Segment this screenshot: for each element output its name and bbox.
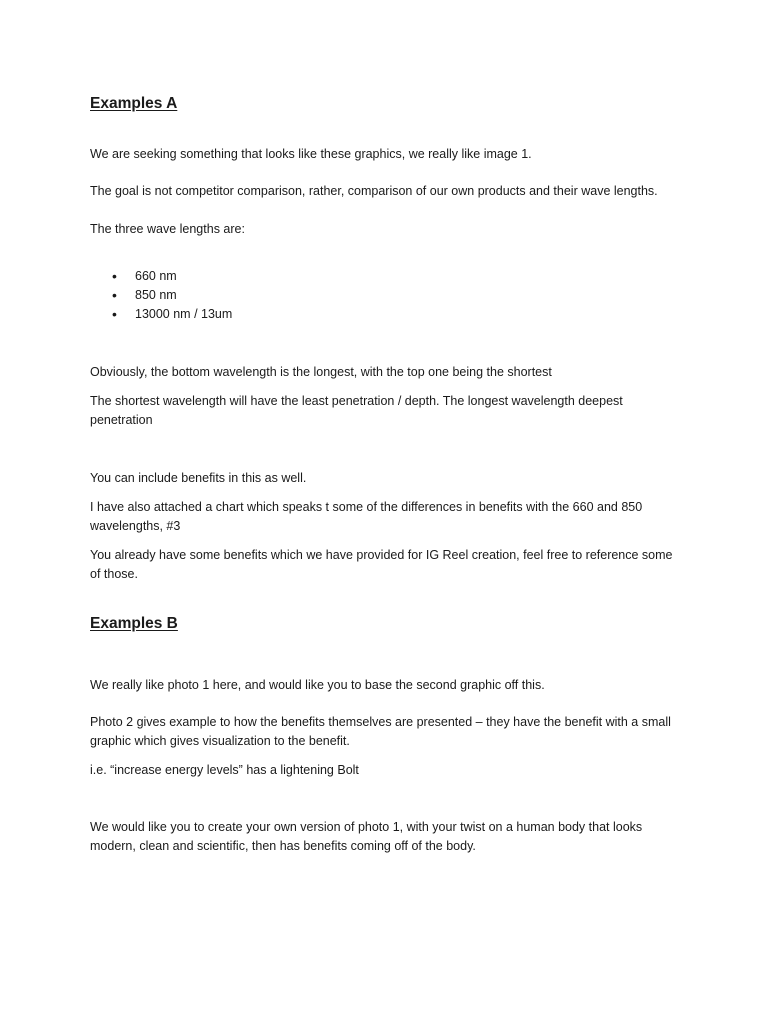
- section-b-paragraph-1: We really like photo 1 here, and would like you to base the second graphic off this.: [90, 678, 545, 692]
- section-a-paragraph-4: Obviously, the bottom wavelength is the longest, with the top one being the shortest: [90, 365, 552, 379]
- bullet-icon: •: [112, 306, 117, 322]
- section-b-paragraph-3: i.e. “increase energy levels” has a lightening Bolt: [90, 763, 359, 777]
- section-b-heading: Examples B: [90, 615, 178, 632]
- section-a-paragraph-6: You can include benefits in this as well.: [90, 471, 307, 485]
- list-item-text: 850 nm: [135, 288, 177, 302]
- list-item: [90, 267, 232, 286]
- section-a-paragraph-1: We are seeking something that looks like these graphics, we really like image 1.: [90, 147, 532, 161]
- section-b-paragraph-4: We would like you to create your own version of photo 1, with your twist on a human body that looks modern, clean and scientific, then has benefits coming off of the body.: [90, 820, 643, 853]
- section-b-paragraph-2: Photo 2 gives example to how the benefits themselves are presented – they have the benefit with a small graphic which gives visualization to the benefit.: [90, 715, 671, 748]
- section-a-heading: Examples A: [90, 95, 178, 112]
- section-a-paragraph-3: The three wave lengths are:: [90, 222, 245, 236]
- list-item-text: 660 nm: [135, 269, 177, 283]
- section-a-paragraph-8: You already have some benefits which we have provided for IG Reel creation, feel free to reference some of those.: [90, 548, 673, 581]
- section-a-paragraph-5: The shortest wavelength will have the least penetration / depth. The longest wavelength deepest penetration: [90, 394, 623, 427]
- wavelength-list: [90, 267, 232, 324]
- bullet-icon: •: [112, 287, 117, 303]
- list-item-text: 13000 nm / 13um: [135, 307, 233, 321]
- section-a-paragraph-7: I have also attached a chart which speaks t some of the differences in benefits with the 660 and 850 wavelengths, #3: [90, 500, 643, 533]
- list-item: [90, 286, 232, 305]
- section-a-paragraph-2: The goal is not competitor comparison, rather, comparison of our own products and their wave lengths.: [90, 184, 658, 198]
- bullet-icon: •: [112, 268, 117, 284]
- list-item: [90, 305, 232, 324]
